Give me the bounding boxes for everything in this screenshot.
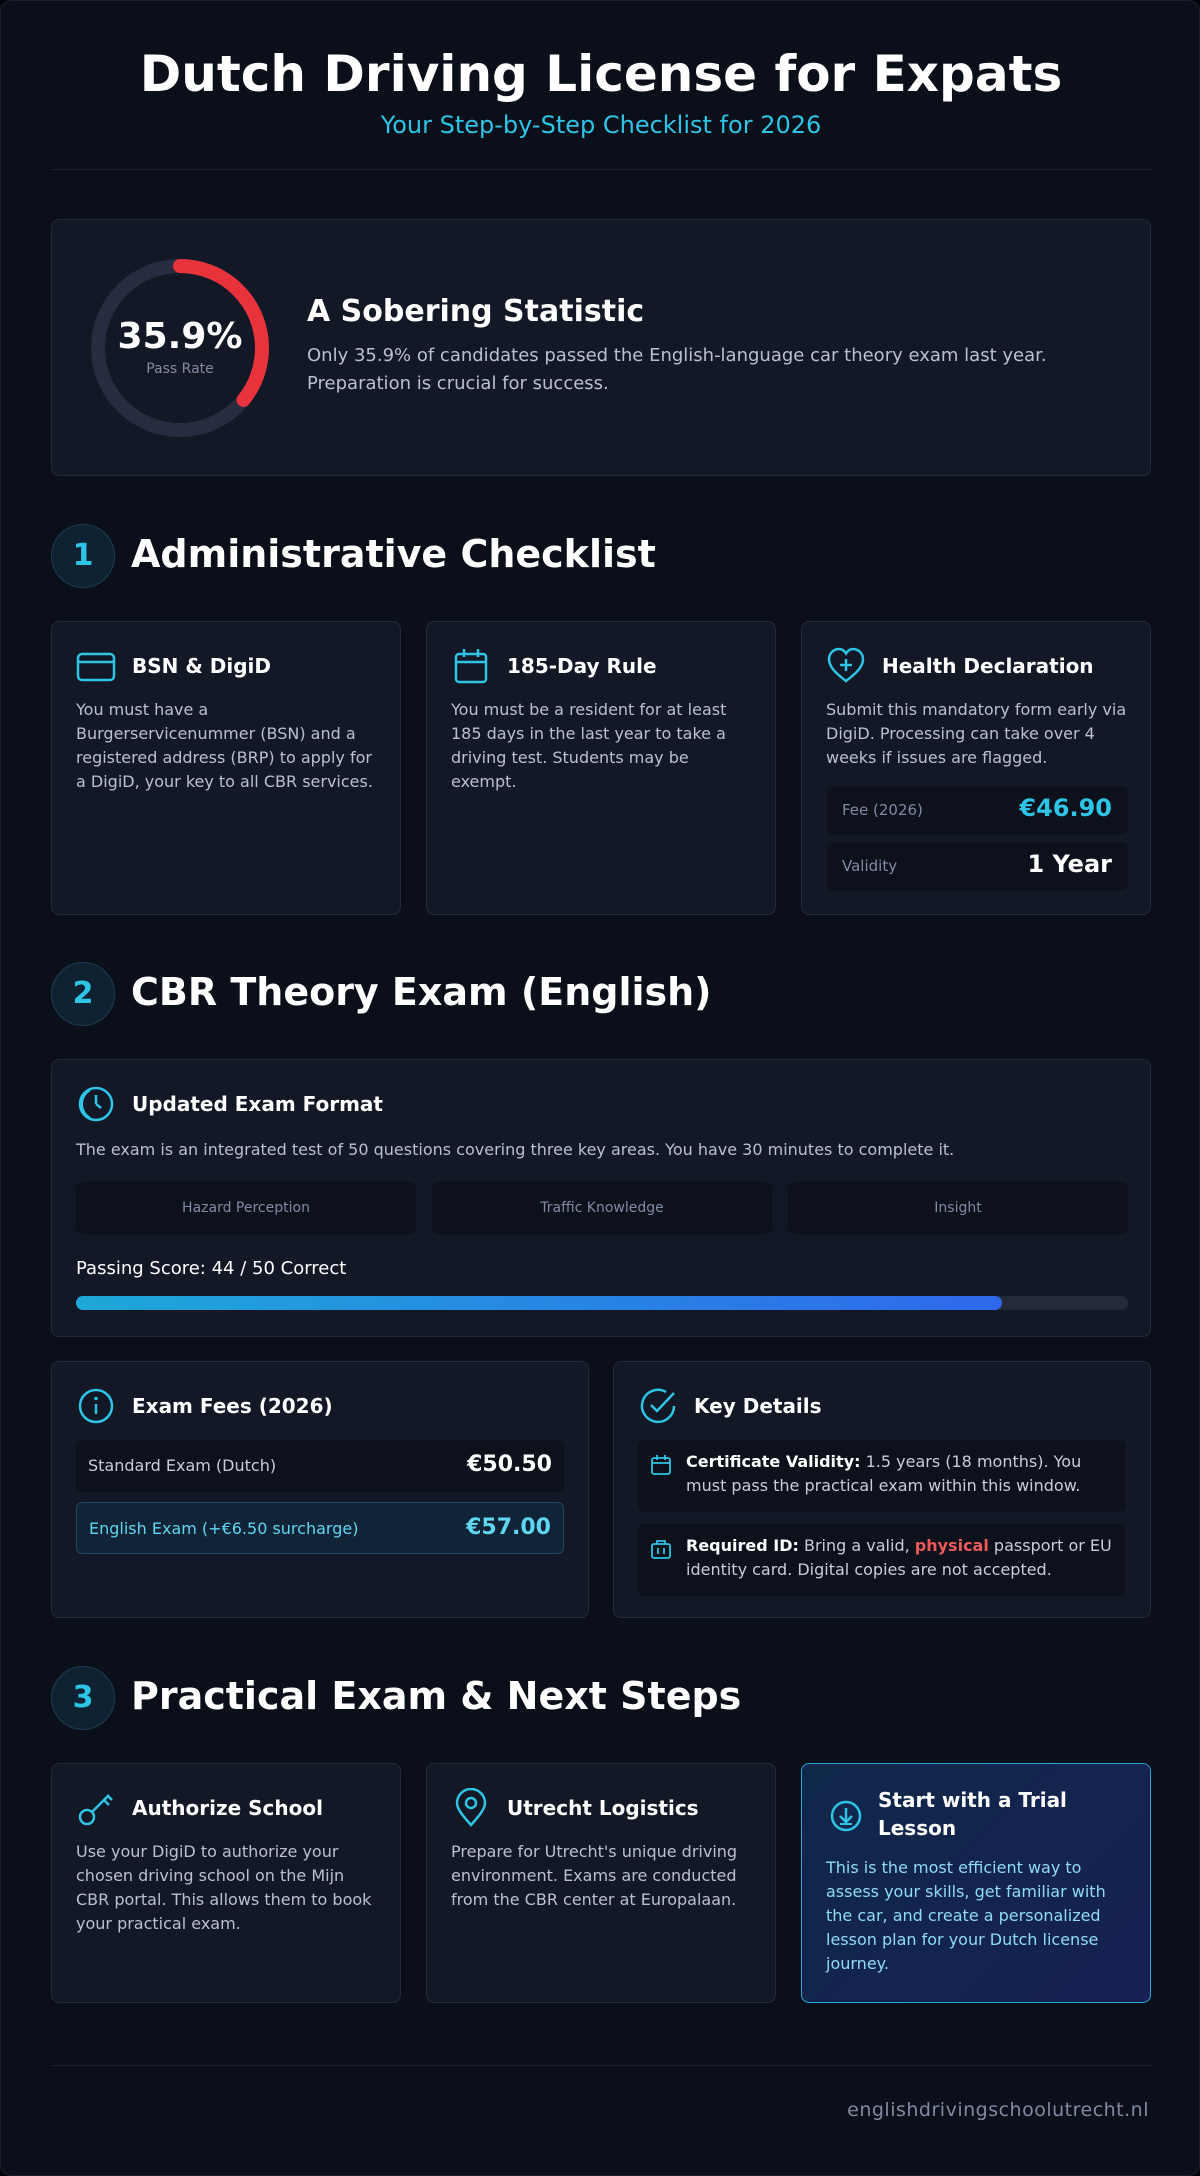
- key-details-card: [613, 1361, 1151, 1618]
- health-validity-row: [826, 842, 1128, 890]
- text-line: You must have a: [76, 700, 209, 719]
- text-line: exempt.: [451, 772, 517, 791]
- fee-value: €50.50: [467, 1452, 552, 1477]
- text-line: DigiD. Processing can take over 4: [826, 724, 1095, 743]
- passing-score-track: [76, 1296, 1128, 1310]
- bsn-digid-card: [51, 621, 401, 915]
- briefcase-icon: [650, 1538, 672, 1560]
- card-title: Exam Fees (2026): [132, 1394, 333, 1418]
- health-declaration-card: [801, 621, 1151, 915]
- exam-format-card: [51, 1059, 1151, 1337]
- card-title: Utrecht Logistics: [507, 1796, 699, 1820]
- standard-fee-row: [76, 1440, 564, 1492]
- fee-value: €57.00: [466, 1515, 551, 1540]
- text-line: assess your skills, get familiar with: [826, 1882, 1106, 1901]
- card-title: Key Details: [694, 1394, 822, 1418]
- card-text: [451, 698, 726, 794]
- arrow-down-circle-icon: [826, 1796, 866, 1836]
- stat-card: [51, 219, 1151, 476]
- text-segment: Bring a valid,: [804, 1536, 910, 1555]
- header: [51, 41, 1151, 139]
- text-line: You must be a resident for at least: [451, 700, 727, 719]
- 185-day-rule-card: [426, 621, 776, 915]
- text-segment: passport or EU: [993, 1536, 1112, 1555]
- text-line: driving test. Students may be: [451, 748, 689, 767]
- required-id-item: [638, 1524, 1126, 1596]
- trial-lesson-text: [826, 1856, 1128, 1976]
- calendar-icon: [451, 646, 491, 686]
- text-line: Start with a Trial: [878, 1788, 1067, 1812]
- detail-label: Required ID:: [686, 1536, 799, 1555]
- pass-rate-value: 35.9%: [117, 316, 243, 357]
- fee-label: English Exam (+€6.50 surcharge): [89, 1519, 359, 1538]
- section-number: 1: [51, 524, 115, 588]
- page-subtitle: Your Step-by-Step Checklist for 2026: [380, 111, 822, 139]
- fee-label: Standard Exam (Dutch): [88, 1456, 277, 1475]
- footer-site[interactable]: englishdrivingschoolutrecht.nl: [847, 2099, 1149, 2121]
- text-line: weeks if issues are flagged.: [826, 748, 1048, 767]
- detail-text: [686, 1534, 1116, 1582]
- text-line: [686, 1534, 1116, 1558]
- page-title: Dutch Driving License for Expats: [139, 45, 1063, 103]
- map-pin-icon: [451, 1788, 491, 1828]
- text-line: from the CBR center at Europalaan.: [451, 1890, 737, 1909]
- text-line: CBR portal. This allows them to book: [76, 1890, 372, 1909]
- format-text: The exam is an integrated test of 50 questions covering three key areas. You have 30 minutes to complete it.: [76, 1140, 955, 1159]
- section-number: 2: [51, 962, 115, 1026]
- stat-body: [307, 342, 1087, 398]
- card-title: BSN & DigiD: [132, 654, 271, 678]
- text-line: the car, and create a personalized: [826, 1906, 1101, 1925]
- key-icon: [76, 1788, 116, 1828]
- english-fee-row: [76, 1502, 564, 1554]
- credit-card-icon: [76, 646, 116, 686]
- fee-label: Fee (2026): [842, 801, 923, 819]
- section-number: 3: [51, 1666, 115, 1730]
- text-line: Lesson: [878, 1816, 957, 1840]
- text-line: identity card. Digital copies are not accepted.: [686, 1560, 1052, 1579]
- pass-rate-label: Pass Rate: [146, 361, 214, 377]
- text-line: your practical exam.: [76, 1914, 241, 1933]
- passing-score-fill: [76, 1296, 1002, 1310]
- area-hazard-perception: Hazard Perception: [76, 1182, 416, 1234]
- card-title: 185-Day Rule: [507, 654, 657, 678]
- detail-label: Certificate Validity:: [686, 1452, 861, 1471]
- section-title: CBR Theory Exam (English): [131, 970, 712, 1014]
- text-line: environment. Exams are conducted: [451, 1866, 737, 1885]
- card-title: Health Declaration: [882, 654, 1094, 678]
- detail-text: [686, 1450, 1116, 1498]
- header-divider: [51, 169, 1151, 170]
- emphasis-physical: physical: [914, 1536, 989, 1555]
- health-fee-row: [826, 786, 1128, 834]
- card-text: [76, 698, 373, 794]
- validity-label: Validity: [842, 857, 898, 875]
- trial-lesson-card[interactable]: [801, 1763, 1151, 2003]
- trial-lesson-title: [878, 1786, 1128, 1842]
- check-circle-icon: [638, 1386, 678, 1426]
- text-line: Burgerservicenummer (BSN) and a: [76, 724, 356, 743]
- card-title: Authorize School: [132, 1796, 323, 1820]
- text-segment: 1.5 years (18 months). You: [865, 1452, 1082, 1471]
- card-title: Updated Exam Format: [132, 1092, 383, 1116]
- clock-icon: [76, 1084, 116, 1124]
- text-line: chosen driving school on the Mijn: [76, 1866, 345, 1885]
- area-traffic-knowledge: Traffic Knowledge: [432, 1182, 772, 1234]
- stat-line: Preparation is crucial for success.: [307, 373, 609, 394]
- stat-title: A Sobering Statistic: [307, 294, 645, 329]
- area-insight: Insight: [788, 1182, 1128, 1234]
- utrecht-logistics-card: [426, 1763, 776, 2003]
- heart-plus-icon: [826, 646, 866, 686]
- text-line: a DigiD, your key to all CBR services.: [76, 772, 373, 791]
- text-line: Use your DigiD to authorize your: [76, 1842, 339, 1861]
- text-line: lesson plan for your Dutch license: [826, 1930, 1099, 1949]
- fee-value: €46.90: [1019, 794, 1112, 822]
- text-line: This is the most efficient way to: [826, 1858, 1082, 1877]
- text-line: Prepare for Utrecht's unique driving: [451, 1842, 738, 1861]
- text-line: registered address (BRP) to apply for: [76, 748, 372, 767]
- calendar-icon: [650, 1454, 672, 1476]
- certificate-validity-item: [638, 1440, 1126, 1512]
- stat-line: Only 35.9% of candidates passed the English-language car theory exam last year.: [307, 345, 1047, 366]
- authorize-school-card: [51, 1763, 401, 2003]
- text-line: [686, 1450, 1116, 1474]
- text-line: Submit this mandatory form early via: [826, 700, 1127, 719]
- section-title: Practical Exam & Next Steps: [131, 1674, 742, 1718]
- card-text: [451, 1840, 737, 1912]
- footer-divider: [51, 2065, 1151, 2066]
- card-text: [826, 698, 1126, 770]
- passing-score-label: Passing Score: 44 / 50 Correct: [76, 1258, 347, 1279]
- card-text: [76, 1840, 371, 1936]
- text-line: must pass the practical exam within this window.: [686, 1476, 1081, 1495]
- exam-fees-card: [51, 1361, 589, 1618]
- validity-value: 1 Year: [1027, 850, 1112, 878]
- text-line: 185 days in the last year to take a: [451, 724, 726, 743]
- gauge-text: [86, 254, 274, 442]
- info-icon: [76, 1386, 116, 1426]
- section-title: Administrative Checklist: [131, 532, 656, 576]
- text-line: journey.: [826, 1954, 889, 1973]
